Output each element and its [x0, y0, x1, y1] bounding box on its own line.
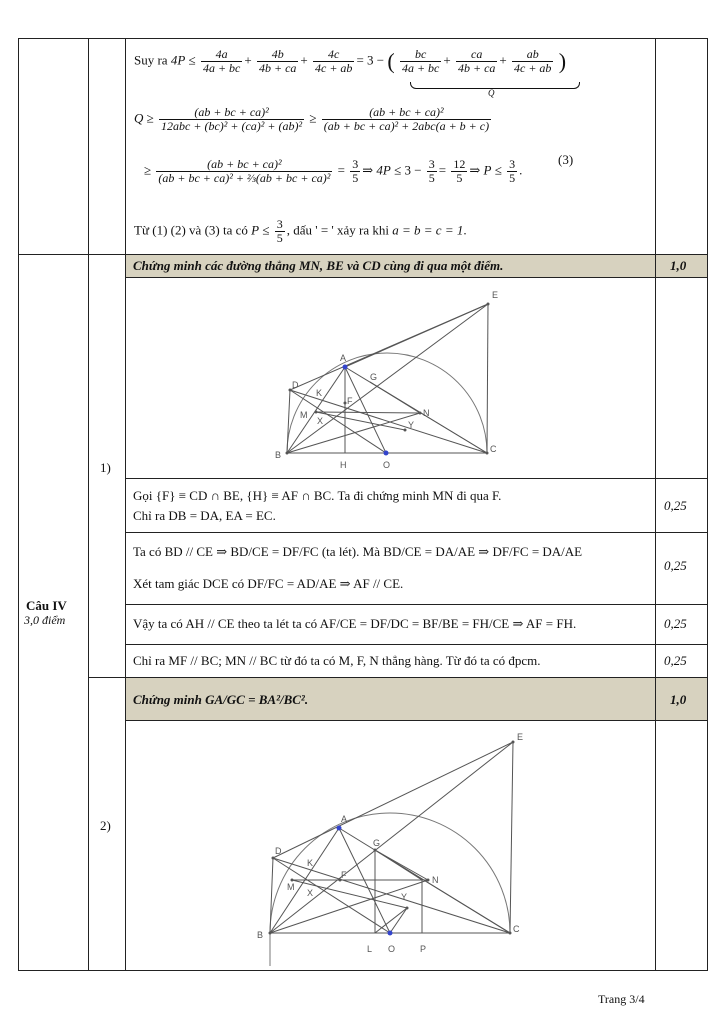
label-B: B	[275, 450, 282, 460]
part1-row3-score: 0,25	[664, 616, 687, 631]
label-E: E	[492, 290, 499, 300]
label-K: K	[316, 388, 323, 398]
label-G2: G	[373, 838, 381, 848]
label-P2: P	[420, 944, 427, 954]
conclusion-line: Từ (1) (2) và (3) ta có P ≤ $\frac{3}{5}$ , dấu ' = ' xảy ra khi a = b = c = 1.	[134, 217, 467, 245]
label-L2: L	[367, 944, 373, 954]
inequality-line-3: ≥ $\frac{\text{(ab + bc + ca)²}}{\text{(ab + bc + ca)² + ⅔(ab + bc + ca)²}}$ = $\frac{3}{5}$ ⇒ 4P ≤ 3 − $\frac{3}{5}$ = $\frac{12}{5}$ ⇒ P ≤ $\frac{3}{5}$ .	[144, 157, 523, 185]
label-D2: D	[275, 846, 282, 856]
label-C: C	[490, 444, 497, 454]
part1-row4-score: 0,25	[664, 653, 687, 668]
part1-row1-line2: Chỉ ra DB = DA, EA = EC.	[133, 508, 276, 523]
equation-tag: (3)	[558, 152, 574, 167]
part2-score: 1,0	[670, 692, 687, 707]
figure-2	[255, 730, 535, 966]
label-E2: E	[517, 732, 524, 742]
label-A2: A	[341, 814, 348, 824]
label-M2: M	[287, 882, 295, 892]
label-K2: K	[307, 858, 314, 868]
part1-row3-line1: Vậy ta có AH // CE theo ta lét ta có AF/CE = DF/DC = BF/BE = FH/CE ⇒ AF = FH.	[133, 616, 577, 631]
part2-heading: Chứng minh GA/GC = BA²/BC².	[133, 692, 309, 707]
label-O: O	[383, 460, 391, 470]
label-X2: X	[307, 888, 314, 898]
label-C2: C	[513, 924, 520, 934]
label-Y: Y	[408, 420, 415, 430]
part1-row2-line2: Xét tam giác DCE có DF/FC = AD/AE ⇒ AF // CE.	[133, 576, 404, 591]
label-N2: N	[432, 875, 439, 885]
label-A: A	[340, 353, 347, 363]
part1-row4-line1: Chỉ ra MF // BC; MN // BC từ đó ta có M, F, N thẳng hàng. Từ đó ta có đpcm.	[133, 653, 541, 668]
page-footer: Trang 3/4	[598, 992, 645, 1006]
label-H: H	[340, 460, 347, 470]
inequality-line-2: Q ≥ $\frac{\text{(ab + bc + ca)²}}{\text{12abc + (bc)² + (ca)² + (ab)²}}$ ≥ $\frac{\text{(ab + bc + ca)²}}{\text{(ab + bc + ca)² + 2abc(a + b + c)}}$	[134, 105, 490, 133]
figure-1	[270, 282, 510, 474]
part1-score: 1,0	[670, 258, 687, 273]
part1-row1-line1: Gọi {F} ≡ CD ∩ BE, {H} ≡ AF ∩ BC. Ta đi chứng minh MN đi qua F.	[133, 488, 502, 503]
label-G: G	[370, 372, 378, 382]
part1-row2-score: 0,25	[664, 558, 687, 573]
question-title: Câu IV	[26, 598, 67, 613]
label-B2: B	[257, 930, 264, 940]
part1-row1-score: 0,25	[664, 498, 687, 513]
inequality-line-1: Suy ra 4P ≤ $\frac{4a}{4a + bc}$ + $\frac{4b}{4b + ca}$ + $\frac{4c}{4c + ab}$ = 3 − ( $\frac{bc}{4a + bc}$ + $\frac{ca}{4b + ca}$ + $\frac{ab}{4c + ab}$ )	[134, 47, 567, 75]
label-O2: O	[388, 944, 396, 954]
label-X: X	[317, 416, 324, 426]
label-D: D	[292, 380, 299, 390]
part-number-2: 2)	[100, 818, 111, 833]
label-N: N	[423, 408, 430, 418]
part1-row2-line1: Ta có BD // CE ⇒ BD/CE = DF/FC (ta lét). Mà BD/CE = DA/AE ⇒ DF/FC = DA/AE	[133, 544, 583, 559]
q-label: Q	[488, 88, 495, 98]
part1-heading: Chứng minh các đường thẳng MN, BE và CD cùng đi qua một điểm.	[133, 258, 504, 273]
question-points: 3,0 điểm	[24, 613, 66, 627]
label-Y2: Y	[401, 892, 408, 902]
label-F2: F	[341, 870, 347, 880]
label-M: M	[300, 410, 308, 420]
part-number-1: 1)	[100, 460, 111, 475]
label-F: F	[347, 396, 353, 406]
